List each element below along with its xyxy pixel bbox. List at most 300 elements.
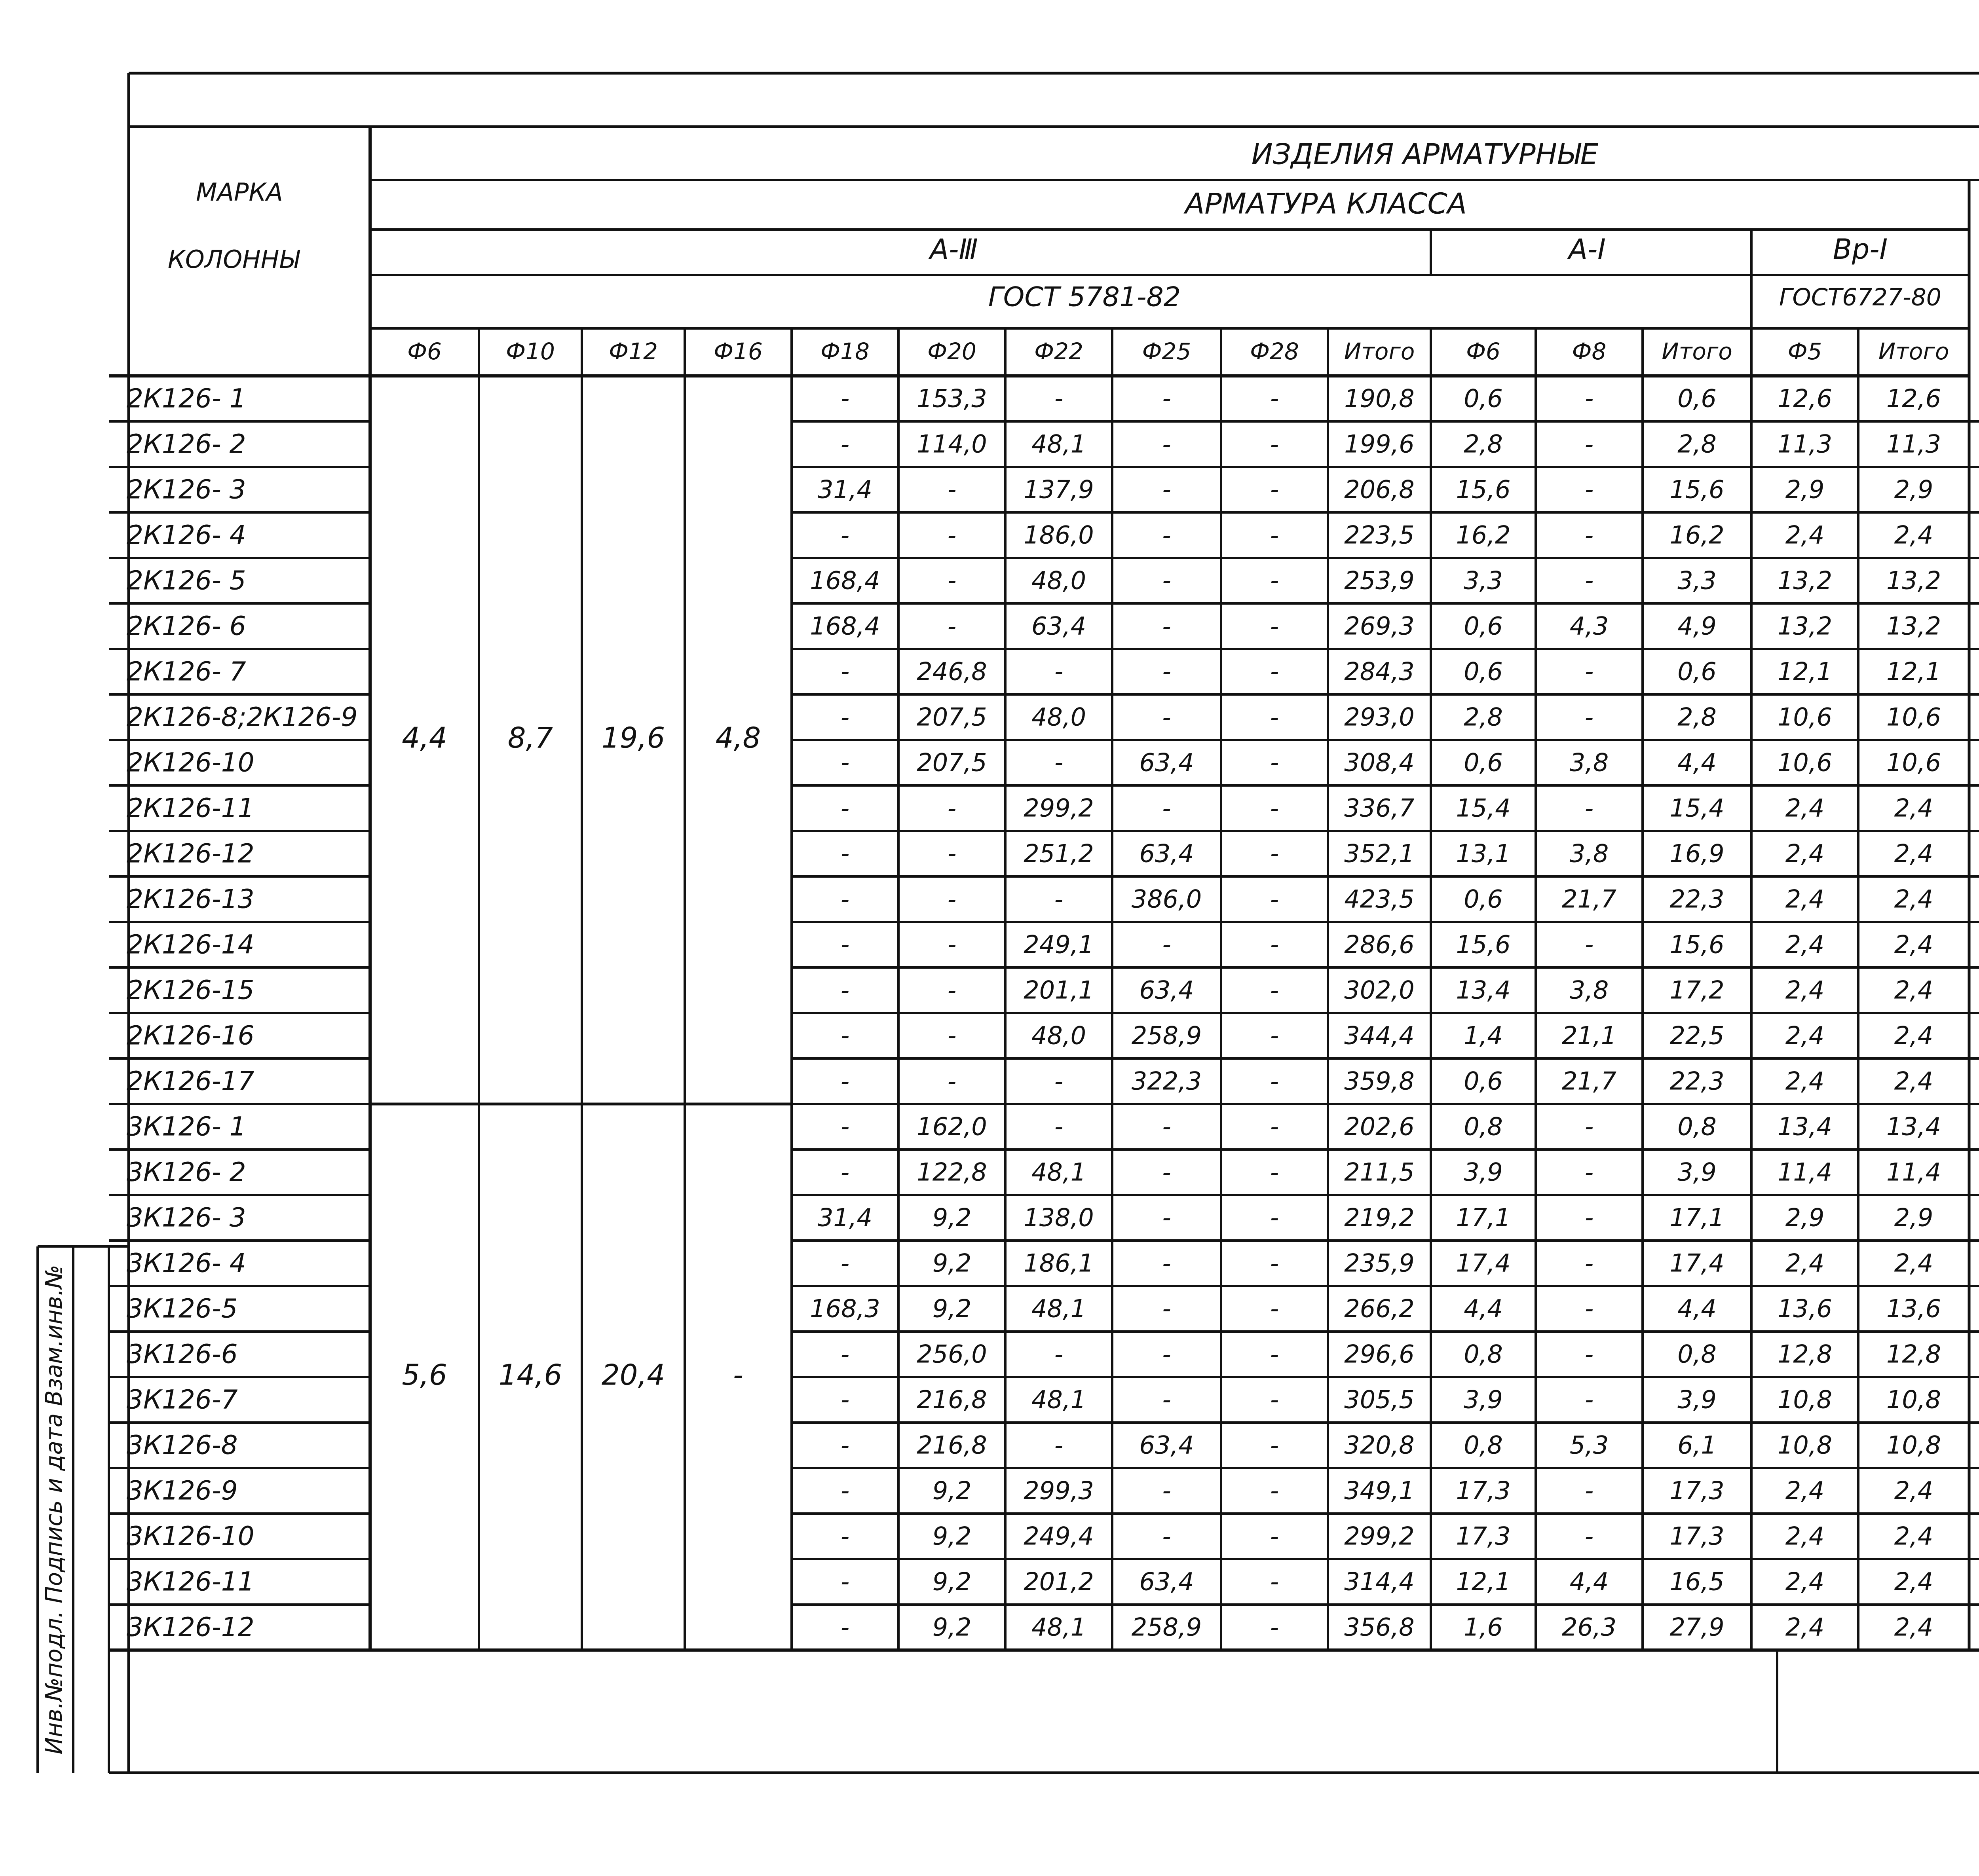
- cell-a6: 12,1: [1456, 1567, 1511, 1596]
- cell-it1: 0,8: [1677, 1339, 1717, 1369]
- cell-f18: -: [840, 1339, 850, 1369]
- cell-f25: 63,4: [1139, 748, 1194, 777]
- cell-it3: 223,5: [1344, 520, 1415, 550]
- cell-a8: 21,7: [1561, 884, 1617, 914]
- cell-a6: 2,8: [1464, 429, 1503, 459]
- cell-b5: 10,8: [1777, 1385, 1833, 1414]
- cell-f18: 168,4: [810, 566, 880, 595]
- cell-f25: -: [1162, 702, 1171, 732]
- cell-b5: 2,4: [1785, 1021, 1825, 1050]
- cell-it3: 269,3: [1344, 611, 1415, 641]
- cell-f28: -: [1270, 839, 1279, 868]
- cell-f25: -: [1162, 384, 1171, 413]
- cell-itb: 12,6: [1886, 384, 1941, 413]
- cell-f25: -: [1162, 930, 1171, 959]
- cell-b5: 2,4: [1785, 1248, 1825, 1278]
- cell-a8: 3,8: [1569, 975, 1609, 1005]
- cell-a6: 1,6: [1464, 1612, 1503, 1642]
- column-mark: 2К126- 4: [127, 520, 246, 550]
- cell-f22: 249,4: [1024, 1521, 1094, 1551]
- cell-f22: 138,0: [1024, 1203, 1094, 1232]
- subcol-header: Ф16: [714, 338, 763, 365]
- cell-itb: 2,4: [1894, 1476, 1933, 1505]
- cell-f20: -: [947, 475, 957, 504]
- cell-f28: -: [1270, 657, 1279, 686]
- cell-it3: 235,9: [1344, 1248, 1415, 1278]
- cell-it1: 15,6: [1669, 475, 1725, 504]
- column-mark: 3К126-5: [127, 1293, 238, 1324]
- cell-a6: 17,4: [1456, 1248, 1511, 1278]
- column-mark: 3К126- 3: [127, 1202, 246, 1233]
- cell-it1: 2,8: [1677, 429, 1717, 459]
- cell-f22: 251,2: [1024, 839, 1094, 868]
- cell-f28: -: [1270, 1157, 1279, 1187]
- cell-it3: 286,6: [1344, 930, 1415, 959]
- cell-f22: 186,0: [1024, 520, 1094, 550]
- merged-f10: 14,6: [498, 1358, 562, 1392]
- cell-b5: 10,6: [1777, 748, 1833, 777]
- cell-itb: 2,4: [1894, 839, 1933, 868]
- cell-itb: 10,6: [1886, 702, 1941, 732]
- cell-it1: 4,4: [1677, 1294, 1717, 1323]
- cell-f18: -: [840, 839, 850, 868]
- column-mark: 2К126- 2: [127, 429, 246, 459]
- cell-f18: -: [840, 1476, 850, 1505]
- cell-a8: -: [1584, 1476, 1594, 1505]
- cell-f28: -: [1270, 975, 1279, 1005]
- cell-f22: 249,1: [1024, 930, 1094, 959]
- cell-it1: 4,9: [1677, 611, 1717, 641]
- cell-it3: 293,0: [1344, 702, 1415, 732]
- cell-a6: 0,6: [1464, 1066, 1503, 1096]
- cell-a6: 3,9: [1464, 1157, 1503, 1187]
- cell-it3: 302,0: [1344, 975, 1415, 1005]
- cell-f20: 9,2: [932, 1612, 972, 1642]
- cell-itb: 12,1: [1886, 657, 1941, 686]
- cell-f25: -: [1162, 1476, 1171, 1505]
- column-mark: 2К126- 5: [127, 565, 246, 596]
- cell-a6: 0,6: [1464, 657, 1503, 686]
- column-mark: 3К126-6: [127, 1339, 238, 1370]
- cell-it1: 22,3: [1669, 1066, 1725, 1096]
- cell-it3: 299,2: [1344, 1521, 1415, 1551]
- column-mark: 2К126-16: [127, 1020, 254, 1051]
- cell-f22: 299,2: [1024, 793, 1094, 823]
- cell-f20: -: [947, 884, 957, 914]
- cell-a8: -: [1584, 1248, 1594, 1278]
- cell-f18: -: [840, 1112, 850, 1141]
- cell-f28: -: [1270, 566, 1279, 595]
- cell-f22: 201,1: [1024, 975, 1094, 1005]
- cell-it3: 211,5: [1344, 1157, 1415, 1187]
- cell-b5: 2,4: [1785, 975, 1825, 1005]
- cell-f25: -: [1162, 429, 1171, 459]
- class-bp1-label: Вр-Ⅰ: [1833, 233, 1888, 266]
- cell-itb: 13,6: [1886, 1294, 1941, 1323]
- cell-a6: 0,6: [1464, 611, 1503, 641]
- column-mark: 3К126-8: [127, 1430, 238, 1461]
- cell-itb: 2,4: [1894, 975, 1933, 1005]
- column-mark: 2К126-15: [127, 975, 254, 1005]
- class-a1-label: А-Ⅰ: [1569, 233, 1606, 266]
- cell-f28: -: [1270, 1112, 1279, 1141]
- cell-f18: 31,4: [817, 1203, 873, 1232]
- cell-it1: 22,3: [1669, 884, 1725, 914]
- cell-itb: 11,4: [1886, 1157, 1941, 1187]
- cell-f25: 322,3: [1131, 1066, 1202, 1096]
- cell-a8: -: [1584, 793, 1594, 823]
- cell-a6: 0,6: [1464, 384, 1503, 413]
- cell-f18: -: [840, 384, 850, 413]
- cell-b5: 13,2: [1777, 611, 1833, 641]
- cell-it1: 0,8: [1677, 1112, 1717, 1141]
- cell-itb: 2,4: [1894, 930, 1933, 959]
- cell-a6: 1,4: [1464, 1021, 1503, 1050]
- cell-f20: 9,2: [932, 1476, 972, 1505]
- cell-a6: 3,3: [1464, 566, 1503, 595]
- cell-a8: 26,3: [1561, 1612, 1617, 1642]
- column-mark: 2К126- 6: [127, 611, 246, 641]
- cell-a6: 0,8: [1464, 1430, 1503, 1460]
- cell-a8: -: [1584, 429, 1594, 459]
- column-mark: 2К126- 1: [127, 383, 246, 414]
- cell-f22: 299,3: [1024, 1476, 1094, 1505]
- cell-f25: 63,4: [1139, 975, 1194, 1005]
- cell-a8: 5,3: [1569, 1430, 1609, 1460]
- cell-b5: 12,6: [1777, 384, 1833, 413]
- cell-b5: 10,6: [1777, 702, 1833, 732]
- cell-a8: 3,8: [1569, 839, 1609, 868]
- cell-f22: -: [1054, 1339, 1064, 1369]
- cell-f18: -: [840, 884, 850, 914]
- cell-it1: 6,1: [1677, 1430, 1717, 1460]
- column-mark: 2К126-10: [127, 747, 254, 778]
- cell-f20: 162,0: [917, 1112, 987, 1141]
- cell-it3: 356,8: [1344, 1612, 1415, 1642]
- cell-a8: -: [1584, 1339, 1594, 1369]
- marka-title: МАРКА: [196, 178, 283, 207]
- cell-it1: 3,9: [1677, 1157, 1717, 1187]
- cell-itb: 13,2: [1886, 566, 1941, 595]
- cell-b5: 2,4: [1785, 793, 1825, 823]
- cell-f20: 114,0: [917, 429, 987, 459]
- cell-b5: 13,2: [1777, 566, 1833, 595]
- class-a3-label: А-Ⅲ: [930, 233, 978, 266]
- subcol-header: Ф5: [1787, 338, 1822, 365]
- cell-f22: 48,1: [1031, 429, 1086, 459]
- cell-f28: -: [1270, 1066, 1279, 1096]
- subcol-header: Итого: [1344, 338, 1415, 365]
- subcol-header: Итого: [1878, 338, 1949, 365]
- cell-it3: 296,6: [1344, 1339, 1415, 1369]
- cell-f20: -: [947, 1066, 957, 1096]
- merged-f6: 4,4: [402, 721, 447, 755]
- cell-f28: -: [1270, 1521, 1279, 1551]
- cell-it1: 0,6: [1677, 657, 1717, 686]
- cell-b5: 2,9: [1785, 475, 1825, 504]
- cell-f20: 216,8: [917, 1385, 987, 1414]
- subcol-header: Ф8: [1572, 338, 1607, 365]
- cell-f20: 122,8: [917, 1157, 987, 1187]
- cell-f28: -: [1270, 748, 1279, 777]
- column-mark: 3К126-10: [127, 1521, 254, 1552]
- cell-f25: 258,9: [1131, 1612, 1202, 1642]
- cell-a8: -: [1584, 1294, 1594, 1323]
- merged-f16: -: [733, 1358, 743, 1392]
- cell-a8: -: [1584, 475, 1594, 504]
- cell-it1: 17,3: [1669, 1476, 1725, 1505]
- cell-b5: 12,1: [1777, 657, 1833, 686]
- cell-a8: -: [1584, 1521, 1594, 1551]
- cell-a8: 3,8: [1569, 748, 1609, 777]
- cell-f22: 48,1: [1031, 1612, 1086, 1642]
- cell-b5: 2,4: [1785, 884, 1825, 914]
- cell-f22: 63,4: [1031, 611, 1086, 641]
- cell-f20: -: [947, 930, 957, 959]
- cell-f18: -: [840, 793, 850, 823]
- subcol-header: Ф18: [820, 338, 870, 365]
- column-mark: 3К126- 4: [127, 1248, 246, 1278]
- cell-f18: -: [840, 1567, 850, 1596]
- column-mark: 3К126-11: [127, 1566, 254, 1597]
- cell-f20: -: [947, 566, 957, 595]
- cell-f18: -: [840, 1521, 850, 1551]
- cell-it3: 190,8: [1344, 384, 1415, 413]
- cell-f20: 216,8: [917, 1430, 987, 1460]
- cell-f28: -: [1270, 702, 1279, 732]
- subcol-header: Ф6: [407, 338, 442, 365]
- cell-f18: 168,4: [810, 611, 880, 641]
- cell-it3: 284,3: [1344, 657, 1415, 686]
- cell-a6: 0,8: [1464, 1112, 1503, 1141]
- cell-f20: 207,5: [917, 748, 987, 777]
- merged-f12: 19,6: [601, 721, 665, 755]
- cell-itb: 13,2: [1886, 611, 1941, 641]
- cell-f25: 386,0: [1131, 884, 1202, 914]
- cell-f25: 258,9: [1131, 1021, 1202, 1050]
- cell-f20: -: [947, 520, 957, 550]
- cell-f25: -: [1162, 1385, 1171, 1414]
- cell-a8: 4,3: [1569, 611, 1609, 641]
- cell-it1: 16,2: [1669, 520, 1725, 550]
- cell-f18: -: [840, 975, 850, 1005]
- cell-f28: -: [1270, 475, 1279, 504]
- cell-itb: 10,6: [1886, 748, 1941, 777]
- cell-f18: -: [840, 930, 850, 959]
- cell-a6: 13,1: [1456, 839, 1511, 868]
- cell-a6: 16,2: [1456, 520, 1511, 550]
- cell-itb: 2,4: [1894, 884, 1933, 914]
- cell-itb: 2,4: [1894, 520, 1933, 550]
- cell-b5: 10,8: [1777, 1430, 1833, 1460]
- column-mark: 2К126-11: [127, 793, 254, 823]
- cell-f18: -: [840, 1248, 850, 1278]
- column-mark: 2К126-13: [127, 884, 254, 914]
- cell-f20: 207,5: [917, 702, 987, 732]
- cell-f25: -: [1162, 1521, 1171, 1551]
- cell-it1: 4,4: [1677, 748, 1717, 777]
- cell-it1: 15,4: [1669, 793, 1725, 823]
- cell-itb: 2,4: [1894, 1612, 1933, 1642]
- cell-b5: 2,4: [1785, 1476, 1825, 1505]
- cell-it3: 320,8: [1344, 1430, 1415, 1460]
- cell-a8: -: [1584, 702, 1594, 732]
- cell-a6: 3,9: [1464, 1385, 1503, 1414]
- cell-f28: -: [1270, 1567, 1279, 1596]
- cell-itb: 12,8: [1886, 1339, 1941, 1369]
- subcol-header: Итого: [1662, 338, 1732, 365]
- cell-a8: 21,1: [1561, 1021, 1617, 1050]
- cell-f20: 246,8: [917, 657, 987, 686]
- subcol-header: Ф6: [1466, 338, 1500, 365]
- cell-a6: 15,6: [1456, 930, 1511, 959]
- cell-a6: 17,3: [1456, 1476, 1511, 1505]
- cell-f20: -: [947, 1021, 957, 1050]
- cell-a8: -: [1584, 1157, 1594, 1187]
- cell-itb: 2,4: [1894, 1248, 1933, 1278]
- cell-itb: 2,4: [1894, 1567, 1933, 1596]
- cell-b5: 2,4: [1785, 520, 1825, 550]
- subcol-header: Ф25: [1142, 338, 1191, 365]
- cell-it3: 352,1: [1344, 839, 1415, 868]
- cell-a6: 0,6: [1464, 748, 1503, 777]
- cell-a8: -: [1584, 1385, 1594, 1414]
- cell-f28: -: [1270, 1294, 1279, 1323]
- cell-it3: 219,2: [1344, 1203, 1415, 1232]
- cell-b5: 13,4: [1777, 1112, 1833, 1141]
- cell-it1: 3,9: [1677, 1385, 1717, 1414]
- cell-itb: 10,8: [1886, 1430, 1941, 1460]
- cell-a8: -: [1584, 1203, 1594, 1232]
- column-mark: 2К126- 3: [127, 474, 246, 505]
- subcol-header: Ф20: [927, 338, 976, 365]
- cell-it3: 349,1: [1344, 1476, 1415, 1505]
- cell-f22: -: [1054, 1066, 1064, 1096]
- cell-a8: -: [1584, 930, 1594, 959]
- cell-f22: 48,1: [1031, 1157, 1086, 1187]
- cell-b5: 2,4: [1785, 839, 1825, 868]
- cell-f18: -: [840, 657, 850, 686]
- cell-f25: 63,4: [1139, 839, 1194, 868]
- subcol-header: Ф12: [609, 338, 658, 365]
- cell-f20: -: [947, 611, 957, 641]
- cell-f22: 201,2: [1024, 1567, 1094, 1596]
- cell-itb: 2,9: [1894, 475, 1933, 504]
- merged-f10: 8,7: [507, 721, 553, 755]
- cell-f22: -: [1054, 384, 1064, 413]
- cell-f18: -: [840, 1157, 850, 1187]
- cell-a6: 15,6: [1456, 475, 1511, 504]
- column-mark: 3К126-7: [127, 1384, 238, 1415]
- cell-a8: -: [1584, 657, 1594, 686]
- cell-it1: 17,2: [1669, 975, 1725, 1005]
- cell-it1: 17,1: [1669, 1203, 1725, 1232]
- cell-b5: 13,6: [1777, 1294, 1833, 1323]
- column-mark: 3К126- 2: [127, 1157, 246, 1187]
- cell-it3: 202,6: [1344, 1112, 1415, 1141]
- cell-it3: 336,7: [1344, 793, 1415, 823]
- cell-f18: 31,4: [817, 475, 873, 504]
- cell-b5: 2,4: [1785, 1066, 1825, 1096]
- cell-f20: -: [947, 839, 957, 868]
- cell-b5: 2,4: [1785, 1612, 1825, 1642]
- cell-it1: 17,4: [1669, 1248, 1725, 1278]
- cell-f22: 186,1: [1024, 1248, 1094, 1278]
- cell-itb: 2,4: [1894, 793, 1933, 823]
- cell-it3: 344,4: [1344, 1021, 1415, 1050]
- cell-f18: -: [840, 1430, 850, 1460]
- cell-f28: -: [1270, 429, 1279, 459]
- cell-itb: 2,4: [1894, 1521, 1933, 1551]
- cell-a8: -: [1584, 1112, 1594, 1141]
- cell-f20: 9,2: [932, 1567, 972, 1596]
- cell-it3: 314,4: [1344, 1567, 1415, 1596]
- cell-it3: 359,8: [1344, 1066, 1415, 1096]
- kolonny-title: КОЛОННЫ: [167, 245, 300, 274]
- cell-it1: 0,6: [1677, 384, 1717, 413]
- column-mark: 2К126- 7: [127, 656, 246, 687]
- cell-f20: 9,2: [932, 1294, 972, 1323]
- cell-a8: -: [1584, 566, 1594, 595]
- cell-it1: 16,9: [1669, 839, 1725, 868]
- subcol-header: Ф28: [1250, 338, 1299, 365]
- cell-it3: 305,5: [1344, 1385, 1415, 1414]
- izdelia-title: ИЗДЕЛИЯ АРМАТУРНЫЕ: [1251, 137, 1599, 171]
- cell-f25: 63,4: [1139, 1430, 1194, 1460]
- cell-b5: 2,4: [1785, 930, 1825, 959]
- cell-a8: -: [1584, 520, 1594, 550]
- cell-it1: 27,9: [1669, 1612, 1725, 1642]
- cell-b5: 2,9: [1785, 1203, 1825, 1232]
- column-mark: 2К126-14: [127, 929, 254, 960]
- merged-f16: 4,8: [715, 721, 761, 755]
- cell-it1: 15,6: [1669, 930, 1725, 959]
- cell-itb: 2,9: [1894, 1203, 1933, 1232]
- cell-itb: 10,8: [1886, 1385, 1941, 1414]
- cell-f28: -: [1270, 1385, 1279, 1414]
- cell-a6: 17,1: [1456, 1203, 1511, 1232]
- cell-f25: -: [1162, 1157, 1171, 1187]
- cell-f28: -: [1270, 1248, 1279, 1278]
- cell-f22: -: [1054, 1112, 1064, 1141]
- cell-it1: 17,3: [1669, 1521, 1725, 1551]
- cell-f25: -: [1162, 1294, 1171, 1323]
- cell-f18: -: [840, 748, 850, 777]
- cell-f25: -: [1162, 657, 1171, 686]
- column-mark: 2К126-8;2К126-9: [127, 702, 358, 732]
- cell-f18: -: [840, 1066, 850, 1096]
- merged-f6: 5,6: [402, 1358, 447, 1392]
- cell-b5: 2,4: [1785, 1521, 1825, 1551]
- cell-f22: -: [1054, 884, 1064, 914]
- cell-f25: -: [1162, 1339, 1171, 1369]
- subcol-header: Ф22: [1034, 338, 1083, 365]
- cell-it3: 199,6: [1344, 429, 1415, 459]
- cell-itb: 11,3: [1886, 429, 1941, 459]
- cell-f22: 48,0: [1031, 702, 1086, 732]
- cell-b5: 11,4: [1777, 1157, 1833, 1187]
- cell-f28: -: [1270, 1339, 1279, 1369]
- cell-itb: 2,4: [1894, 1066, 1933, 1096]
- cell-itb: 2,4: [1894, 1021, 1933, 1050]
- cell-f20: 9,2: [932, 1203, 972, 1232]
- cell-f28: -: [1270, 1021, 1279, 1050]
- cell-it1: 16,5: [1669, 1567, 1725, 1596]
- column-mark: 2К126-12: [127, 838, 254, 869]
- merged-f12: 20,4: [601, 1358, 665, 1392]
- cell-a6: 4,4: [1464, 1294, 1503, 1323]
- cell-a8: 21,7: [1561, 1066, 1617, 1096]
